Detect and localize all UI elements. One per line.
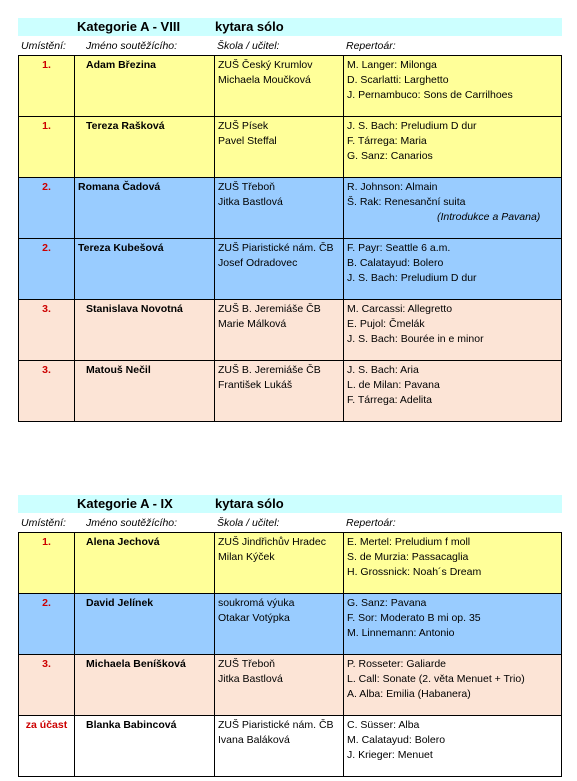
table-row [19,716,562,777]
results-table [18,55,562,422]
school-name: ZUŠ Český Krumlov [218,59,313,71]
teacher-name: Jitka Bastlová [218,673,283,685]
contestant-name: Stanislava Novotná [86,303,183,315]
repertoire-item: (Introdukce a Pavana) [437,211,541,223]
header-repertoire: Repertoár: [346,517,396,529]
table-row [19,655,562,716]
contestant-name: David Jelínek [86,597,154,609]
teacher-name: Jitka Bastlová [218,196,283,208]
repertoire-item: R. Johnson: Almain [347,181,438,193]
header-school: Škola / učitel: [217,40,280,52]
repertoire-item: J. S. Bach: Preludium D dur [347,272,477,284]
table-row [19,594,562,655]
repertoire-item: G. Sanz: Pavana [347,597,427,609]
school-name: ZUŠ Piaristické nám. ČB [218,242,334,254]
repertoire-item: L. de Milan: Pavana [347,379,440,391]
repertoire-item: C. Süsser: Alba [347,719,420,731]
repertoire-item: M. Langer: Milonga [347,59,437,71]
table-row [19,361,562,422]
repertoire-item: J. S. Bach: Aria [347,364,419,376]
teacher-name: Milan Kýček [218,551,275,563]
instrument-name: kytara sólo [215,19,284,34]
placement: za účast [25,719,68,731]
school-name: ZUŠ Třeboň [218,181,275,193]
repertoire-item: P. Rosseter: Galiarde [347,658,447,670]
repertoire-item: F. Payr: Seattle 6 a.m. [347,242,451,254]
table-row [19,56,562,117]
teacher-name: František Lukáš [218,379,293,391]
repertoire-item: D. Scarlatti: Larghetto [347,74,449,86]
contestant-name: Matouš Nečil [86,364,151,376]
contestant-name: Romana Čadová [78,181,161,193]
header-repertoire: Repertoár: [346,40,396,52]
header-place: Umístění: [21,40,66,52]
repertoire-item: M. Carcassi: Allegretto [347,303,453,315]
repertoire-item: H. Grossnick: Noah´s Dream [347,566,482,578]
repertoire-item: F. Tárrega: Maria [347,135,427,147]
table-row [19,239,562,300]
table-row [19,300,562,361]
category-section-ix [18,495,562,777]
teacher-name: Michaela Moučková [218,74,311,86]
teacher-name: Josef Odradovec [218,257,298,269]
placement: 2. [42,597,51,609]
school-name: ZUŠ Piaristické nám. ČB [218,719,334,731]
placement: 3. [42,303,51,315]
contestant-name: Michaela Beníšková [86,658,186,670]
repertoire-item: E. Pujol: Čmelák [347,318,425,330]
teacher-name: Marie Málková [218,318,287,330]
school-name: ZUŠ Písek [218,120,269,132]
header-place: Umístění: [21,517,66,529]
placement: 2. [42,181,51,193]
placement: 3. [42,658,51,670]
table-row [19,533,562,594]
repertoire-item: E. Mertel: Preludium f moll [347,536,471,548]
repertoire-item: S. de Murzia: Passacaglia [347,551,469,563]
column-headers [18,513,562,532]
repertoire-item: A. Alba: Emilia (Habanera) [347,688,471,700]
repertoire-item: M. Linnemann: Antonio [347,627,455,639]
category-name: Kategorie A - IX [77,496,173,511]
category-name: Kategorie A - VIII [77,19,181,34]
contestant-name: Tereza Rašková [86,120,165,132]
repertoire-item: L. Call: Sonate (2. věta Menuet + Trio) [347,673,525,685]
repertoire-item: F. Sor: Moderato B mi op. 35 [347,612,481,624]
header-school: Škola / učitel: [217,517,280,529]
repertoire-item: J. Krieger: Menuet [347,749,433,761]
column-headers [18,36,562,55]
contestant-name: Alena Jechová [86,536,160,548]
repertoire-item: J. S. Bach: Bourée in e minor [347,333,484,345]
school-name: ZUŠ Třeboň [218,658,275,670]
repertoire-item: Š. Rak: Renesanční suita [347,196,466,208]
teacher-name: Pavel Steffal [218,135,277,147]
placement: 2. [42,242,51,254]
category-section-viii [18,18,562,422]
placement: 1. [42,59,51,71]
instrument-name: kytara sólo [215,496,284,511]
placement: 1. [42,536,51,548]
school-name: ZUŠ Jindřichův Hradec [218,536,326,548]
placement: 1. [42,120,51,132]
contestant-name: Adam Březina [86,59,157,71]
repertoire-item: G. Sanz: Canarios [347,150,433,162]
repertoire-item: M. Calatayud: Bolero [347,734,446,746]
repertoire-item: B. Calatayud: Bolero [347,257,444,269]
school-name: ZUŠ B. Jeremiáše ČB [218,303,321,315]
category-title-bar [18,495,562,513]
teacher-name: Ivana Baláková [218,734,290,746]
contestant-name: Tereza Kubešová [78,242,164,254]
school-name: soukromá výuka [218,597,295,609]
teacher-name: Otakar Votýpka [218,612,290,624]
table-row [19,178,562,239]
results-table [18,532,562,777]
repertoire-item: J. Pernambuco: Sons de Carrilhoes [347,89,513,101]
header-name: Jméno soutěžícího: [86,517,178,529]
placement: 3. [42,364,51,376]
table-row [19,117,562,178]
repertoire-item: J. S. Bach: Preludium D dur [347,120,477,132]
contestant-name: Blanka Babincová [86,719,177,731]
category-title-bar [18,18,562,36]
header-name: Jméno soutěžícího: [86,40,178,52]
repertoire-item: F. Tárrega: Adelita [347,394,433,406]
school-name: ZUŠ B. Jeremiáše ČB [218,364,321,376]
